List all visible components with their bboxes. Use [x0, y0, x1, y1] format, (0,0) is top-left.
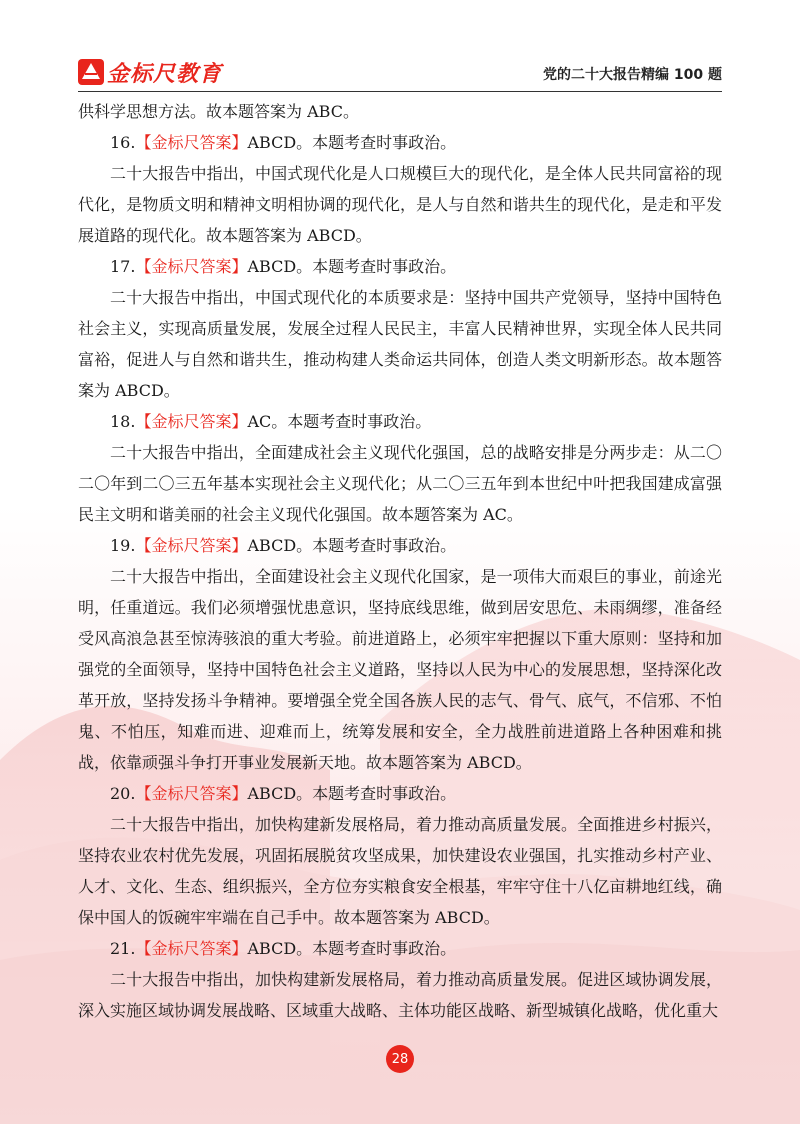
question-number: 18. — [110, 412, 136, 431]
answer-line — [78, 530, 722, 561]
paragraph: 二十大报告中指出，全面建成社会主义现代化强国，总的战略安排是分两步走：从二〇二〇年到二〇三五年基本实现社会主义现代化；从二〇三五年到本世纪中叶把我国建成富强民主文明和谐美丽的社会主义现代化强国。故本题答案为 AC。 — [78, 443, 722, 524]
answer-text: AC。本题考查时事政治。 — [247, 412, 432, 431]
answer-tag: 【金标尺答案】 — [135, 133, 248, 152]
answer-text: ABCD。本题考查时事政治。 — [247, 257, 457, 276]
answer-text: ABCD。本题考查时事政治。 — [247, 133, 457, 152]
answer-tag: 【金标尺答案】 — [135, 412, 248, 431]
answer-line — [78, 778, 722, 809]
logo-text: 金标尺教育 — [107, 61, 223, 87]
answer-tag: 【金标尺答案】 — [135, 784, 248, 803]
paragraph: 二十大报告中指出，中国式现代化的本质要求是：坚持中国共产党领导，坚持中国特色社会主义，实现高质量发展，发展全过程人民民主，丰富人民精神世界，实现全体人民共同富裕，促进人与自然和谐共生，推动构建人类命运共同体，创造人类文明新形态。故本题答案为 ABCD。 — [78, 288, 722, 400]
paragraph: 供科学思想方法。故本题答案为 ABC。 — [78, 102, 359, 121]
header-divider — [78, 91, 722, 92]
answer-tag: 【金标尺答案】 — [135, 939, 248, 958]
paragraph: 二十大报告中指出，加快构建新发展格局，着力推动高质量发展。促进区域协调发展，深入实施区域协调发展战略、区域重大战略、主体功能区战略、新型城镇化战略，优化重大 — [78, 970, 722, 1020]
paragraph: 二十大报告中指出，中国式现代化是人口规模巨大的现代化，是全体人民共同富裕的现代化，是物质文明和精神文明相协调的现代化，是人与自然和谐共生的现代化，是走和平发展道路的现代化。故本题答案为 ABCD。 — [78, 164, 722, 245]
logo-icon — [78, 59, 104, 85]
document-body — [78, 96, 722, 1026]
question-number: 19. — [110, 536, 136, 555]
answer-tag: 【金标尺答案】 — [135, 536, 248, 555]
paragraph: 二十大报告中指出，全面建设社会主义现代化国家，是一项伟大而艰巨的事业，前途光明，任重道远。我们必须增强忧患意识，坚持底线思维，做到居安思危、未雨绸缪，准备经受风高浪急甚至惊涛骇浪的重大考验。前进道路上，必须牢牢把握以下重大原则：坚持和加强党的全面领导，坚持中国特色社会主义道路，坚持以人民为中心的发展思想，坚持深化改革开放，坚持发扬斗争精神。要增强全党全国各族人民的志气、骨气、底气，不信邪、不怕鬼、不怕压，知难而进、迎难而上，统筹发展和安全，全力战胜前进道路上各种困难和挑战，依靠顽强斗争打开事业发展新天地。故本题答案为 ABCD。 — [78, 567, 722, 772]
answer-line — [78, 933, 722, 964]
brand-logo — [78, 55, 222, 89]
document-title: 党的二十大报告精编 100 题 — [543, 67, 722, 83]
answer-line — [78, 127, 722, 158]
page-header — [0, 0, 800, 92]
answer-line — [78, 251, 722, 282]
answer-tag: 【金标尺答案】 — [135, 257, 248, 276]
question-number: 17. — [110, 257, 136, 276]
question-number: 16. — [110, 133, 136, 152]
answer-line — [78, 406, 722, 437]
answer-text: ABCD。本题考查时事政治。 — [247, 536, 457, 555]
paragraph: 二十大报告中指出，加快构建新发展格局，着力推动高质量发展。全面推进乡村振兴，坚持农业农村优先发展，巩固拓展脱贫攻坚成果，加快建设农业强国，扎实推动乡村产业、人才、文化、生态、组织振兴，全方位夯实粮食安全根基，牢牢守住十八亿亩耕地红线，确保中国人的饭碗牢牢端在自己手中。故本题答案为 ABCD。 — [78, 815, 722, 927]
question-number: 21. — [110, 939, 136, 958]
question-number: 20. — [110, 784, 136, 803]
answer-text: ABCD。本题考查时事政治。 — [247, 939, 457, 958]
page-number: 28 — [386, 1045, 414, 1073]
answer-text: ABCD。本题考查时事政治。 — [247, 784, 457, 803]
